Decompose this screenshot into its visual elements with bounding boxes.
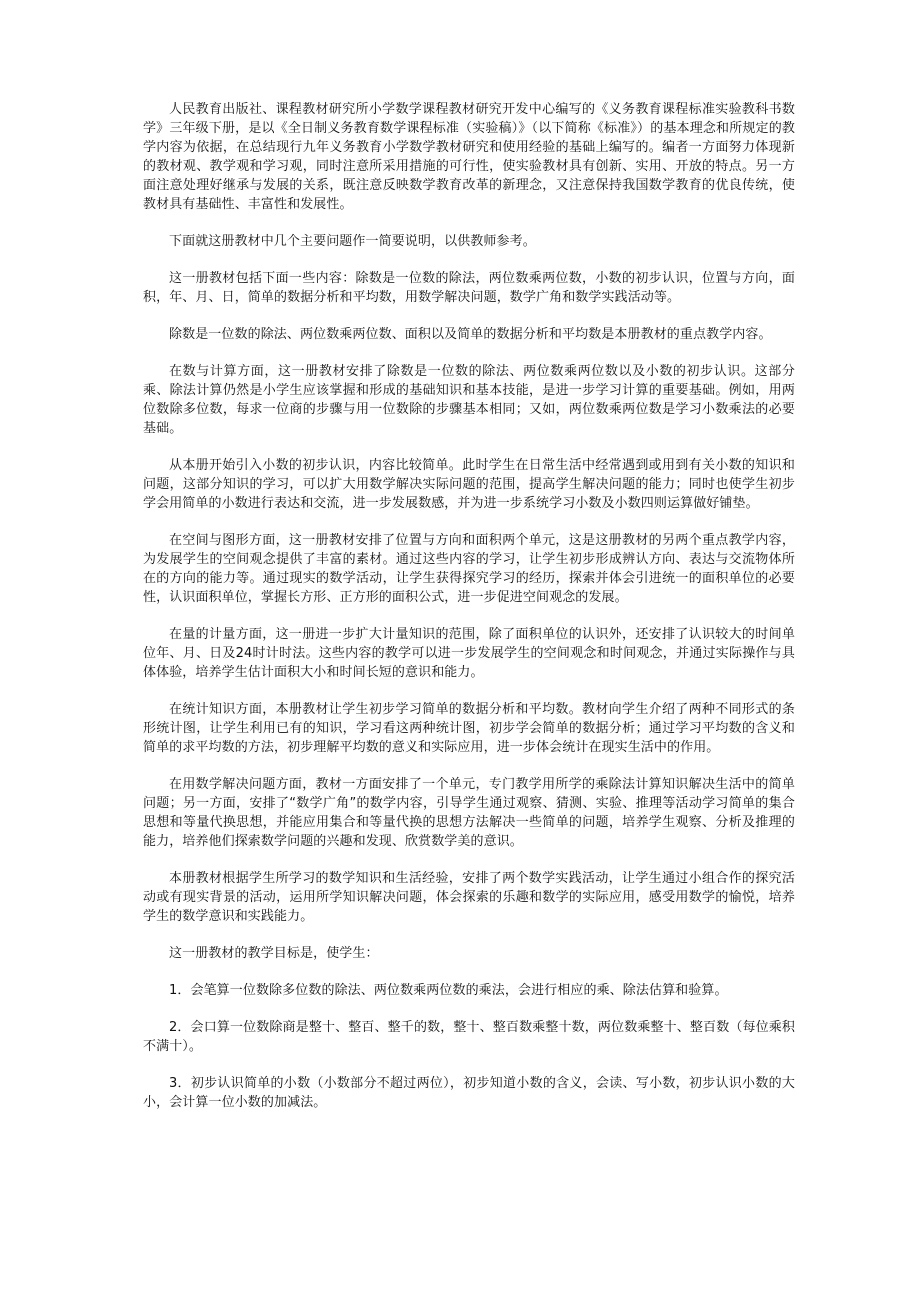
paragraph-intro: 人民教育出版社、课程教材研究所小学数学课程教材研究开发中心编写的《义务教育课程标准实验教科书数学》三年级下册，是以《全日制义务教育数学课程标准（实验稿）》（以下简称《标准》）的基本理念和所规定的教学内容为依据，在总结现行九年义务教育小学数学教材研究和使用经验的基础上编写的。编者一方面努力体现新的教材观、教学观和学习观，同时注意所采用措施的可行性，使实验教材具有创新、实用、开放的特点。另一方面注意处理好继承与发展的关系，既注意反映数学教育改革的新理念，又注意保持我国数学教育的优良传统，使教材具有基础性、丰富性和发展性。 [143,102,795,212]
paragraph-goals-intro: 这一册教材的教学目标是，使学生： [169,946,379,961]
paragraph-space-geometry: 在空间与图形方面，这一册教材安排了位置与方向和面积两个单元，这是这册教材的另两个重点教学内容，为发展学生的空间观念提供了丰富的素材。通过这些内容的学习，让学生初步形成辨认方向、表达与交流物体所在的方向的能力等。通过现实的数学活动，让学生获得探究学习的经历，探索并体会引进统一的面积单位的必要性，认识面积单位，掌握长方形、正方形的面积公式，进一步促进空间观念的发展。 [143,533,795,605]
paragraph-statistics: 在统计知识方面，本册教材让学生初步学习简单的数据分析和平均数。教材向学生介绍了两种不同形式的条形统计图，让学生利用已有的知识，学习看这两种统计图，初步学会简单的数据分析；通过学习平均数的含义和简单的求平均数的方法，初步理解平均数的意义和实际应用，进一步体会统计在现实生活中的作用。 [143,702,795,755]
paragraph-number-calculation: 在数与计算方面，这一册教材安排了除数是一位数的除法、两位数乘两位数以及小数的初步认识。这部分乘、除法计算仍然是小学生应该掌握和形成的基础知识和基本技能，是进一步学习计算的重要基础。例如，用两位数除多位数，每求一位商的步骤与用一位数除的步骤基本相同；又如，两位数乘两位数是学习小数乘法的必要基础。 [143,364,795,436]
paragraph-practice-activities: 本册教材根据学生所学习的数学知识和生活经验，安排了两个数学实践活动，让学生通过小组合作的探究活动或有现实背景的活动，运用所学知识解决问题，体会探索的乐趣和数学的实际应用，感受用数学的愉悦，培养学生的数学意识和实践能力。 [143,871,795,924]
paragraph-decimals: 从本册开始引入小数的初步认识，内容比较简单。此时学生在日常生活中经常遇到或用到有关小数的知识和问题，这部分知识的学习，可以扩大用数学解决实际问题的范围，提高学生解决问题的能力；同时也使学生初步学会用简单的小数进行表达和交流，进一步发展数感，并为进一步系统学习小数及小数四则运算做好铺垫。 [143,458,795,511]
goal-item-3: 3．初步认识简单的小数（小数部分不超过两位），初步知道小数的含义，会读、写小数，初步认识小数的大小，会计算一位小数的加减法。 [143,1076,795,1110]
paragraph-contents: 这一册教材包括下面一些内容：除数是一位数的除法，两位数乘两位数，小数的初步认识，位置与方向，面积，年、月、日，简单的数据分析和平均数，用数学解决问题，数学广角和数学实践活动等。 [143,271,795,305]
paragraph-key-content: 除数是一位数的除法、两位数乘两位数、面积以及简单的数据分析和平均数是本册教材的重点教学内容。 [169,327,772,342]
goal-item-2: 2．会口算一位数除商是整十、整百、整千的数，整十、整百数乘整十数，两位数乘整十、整百数（每位乘积不满十）。 [143,1020,795,1054]
paragraph-measurement: 在量的计量方面，这一册进一步扩大计量知识的范围，除了面积单位的认识外，还安排了认识较大的时间单位年、月、日及24时计时法。这些内容的教学可以进一步发展学生的空间观念和时间观念，并通过实际操作与具体体验，培养学生估计面积大小和时间长短的意识和能力。 [143,627,795,680]
paragraph-overview: 下面就这册教材中几个主要问题作一简要说明，以供教师参考。 [169,234,536,249]
paragraph-problem-solving: 在用数学解决问题方面，教材一方面安排了一个单元，专门教学用所学的乘除法计算知识解决生活中的简单问题；另一方面，安排了“数学广角”的数学内容，引导学生通过观察、猜测、实验、推理等活动学习简单的集合思想和等量代换思想，并能应用集合和等量代换的思想方法解决一些简单的问题，培养学生观察、分析及推理的能力，培养他们探索数学问题的兴趣和发现、欣赏数学美的意识。 [143,777,795,849]
goal-item-1: 1．会笔算一位数除多位数的除法、两位数乘两位数的乘法，会进行相应的乘、除法估算和验算。 [169,983,728,998]
document-body [143,100,795,1130]
